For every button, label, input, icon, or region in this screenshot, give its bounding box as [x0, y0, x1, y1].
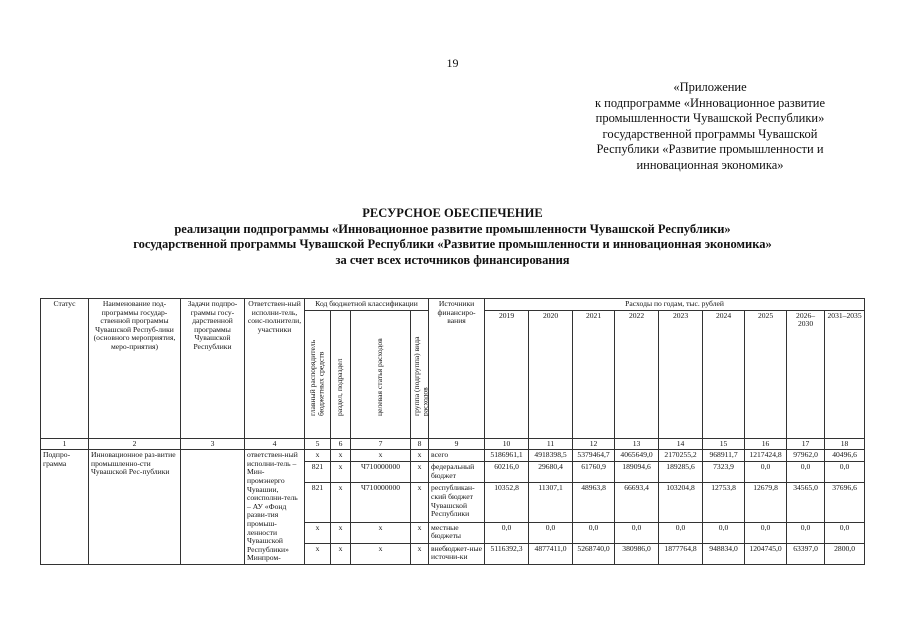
appendix-line: промышленности Чувашской Республики» — [595, 111, 825, 125]
appendix-line: Республики «Развитие промышленности и — [596, 142, 824, 156]
value-cell: 0,0 — [485, 522, 529, 543]
value-cell: 4877411,0 — [529, 543, 573, 564]
value-cell: 0,0 — [745, 462, 787, 483]
heading-title: РЕСУРСНОЕ ОБЕСПЕЧЕНИЕ — [362, 206, 543, 220]
header-year: 2031–2035 — [825, 310, 865, 438]
header-code-cell — [305, 310, 331, 438]
column-number: 16 — [745, 438, 787, 450]
header-row — [41, 299, 865, 311]
value-cell: 11307,1 — [529, 483, 573, 522]
value-cell: 4918398,5 — [529, 450, 573, 462]
header-executor: Ответствен-ный исполни-тель, соис-полнители, участники — [245, 299, 305, 439]
column-number: 8 — [411, 438, 429, 450]
appendix-block — [560, 80, 860, 173]
code-section: x — [331, 522, 351, 543]
value-cell: 4065649,0 — [615, 450, 659, 462]
code-grbs: x — [305, 522, 331, 543]
value-cell: 7323,9 — [703, 462, 745, 483]
code-grbs: x — [305, 543, 331, 564]
value-cell: 0,0 — [825, 522, 865, 543]
column-number: 15 — [703, 438, 745, 450]
value-cell: 0,0 — [703, 522, 745, 543]
header-year: 2021 — [573, 310, 615, 438]
column-number: 5 — [305, 438, 331, 450]
code-section: x — [331, 543, 351, 564]
heading-line: реализации подпрограммы «Инновационное развитие промышленности Чувашской Республики» — [174, 221, 731, 236]
source-cell: местные бюджеты — [429, 522, 485, 543]
value-cell: 63397,0 — [787, 543, 825, 564]
code-group: x — [411, 450, 429, 462]
value-cell: 37696,6 — [825, 483, 865, 522]
value-cell: 968911,7 — [703, 450, 745, 462]
column-number: 7 — [351, 438, 411, 450]
value-cell: 2800,0 — [825, 543, 865, 564]
header-code-cell — [351, 310, 411, 438]
value-cell: 0,0 — [573, 522, 615, 543]
column-number: 13 — [615, 438, 659, 450]
value-cell: 66693,4 — [615, 483, 659, 522]
value-cell: 0,0 — [787, 462, 825, 483]
value-cell: 34565,0 — [787, 483, 825, 522]
appendix-line: государственной программы Чувашской — [602, 126, 818, 141]
value-cell: 380986,0 — [615, 543, 659, 564]
value-cell: 1877764,8 — [659, 543, 703, 564]
code-section: x — [331, 450, 351, 462]
value-cell: 0,0 — [529, 522, 573, 543]
header-expenses: Расходы по годам, тыс. рублей — [485, 299, 865, 311]
header-year: 2025 — [745, 310, 787, 438]
value-cell: 12753,8 — [703, 483, 745, 522]
value-cell: 5268740,0 — [573, 543, 615, 564]
header-code-article: целевая статья расходов — [375, 337, 385, 416]
value-cell: 40496,6 — [825, 450, 865, 462]
resource-table — [40, 298, 865, 565]
source-cell: внебюджет-ные источни-ки — [429, 543, 485, 564]
code-group: x — [411, 462, 429, 483]
heading-line: государственной программы Чувашской Республики «Развитие промышленности и инновационная экономика» — [133, 237, 772, 251]
value-cell: 5186961,1 — [485, 450, 529, 462]
code-article: Ч710000000 — [351, 483, 411, 522]
status-cell: Подпро-грамма — [41, 450, 89, 565]
table-row — [41, 450, 865, 462]
column-number: 14 — [659, 438, 703, 450]
code-group: x — [411, 543, 429, 564]
value-cell: 189285,6 — [659, 462, 703, 483]
header-year: 2024 — [703, 310, 745, 438]
header-code-grbs: главный распорядитель бюджетных средств — [307, 339, 326, 416]
code-grbs: 821 — [305, 483, 331, 522]
header-year: 2023 — [659, 310, 703, 438]
code-group: x — [411, 483, 429, 522]
column-number: 4 — [245, 438, 305, 450]
code-article: Ч710000000 — [351, 462, 411, 483]
header-code-cell — [411, 310, 429, 438]
value-cell: 61760,9 — [573, 462, 615, 483]
value-cell: 0,0 — [615, 522, 659, 543]
value-cell: 0,0 — [659, 522, 703, 543]
value-cell: 5116392,3 — [485, 543, 529, 564]
header-name: Наименование под-программы государ-ственной программы Чувашской Респуб-лики (основного мероприятия, меро-приятия) — [89, 299, 181, 439]
header-year: 2026–2030 — [787, 310, 825, 438]
column-number: 3 — [181, 438, 245, 450]
code-group: x — [411, 522, 429, 543]
header-code-cell — [331, 310, 351, 438]
code-article: x — [351, 522, 411, 543]
appendix-line: к подпрограмме «Инновационное развитие — [594, 95, 826, 110]
value-cell: 10352,8 — [485, 483, 529, 522]
value-cell: 0,0 — [787, 522, 825, 543]
value-cell: 1204745,0 — [745, 543, 787, 564]
value-cell: 60216,0 — [485, 462, 529, 483]
header-year: 2019 — [485, 310, 529, 438]
code-grbs: 821 — [305, 462, 331, 483]
name-cell: Инновационное раз-витие промышленно-сти Чувашской Рес-публики — [89, 450, 181, 565]
source-cell: республикан-ский бюджет Чувашской Республики — [429, 483, 485, 522]
code-section: x — [331, 483, 351, 522]
header-sources: Источники финансиро-вания — [429, 299, 485, 439]
header-code-group: Код бюджетной классификации — [305, 299, 429, 311]
header-tasks: Задачи подпро-граммы госу-дарственной программы Чувашской Республики — [181, 299, 245, 439]
source-cell: федеральный бюджет — [429, 462, 485, 483]
value-cell: 0,0 — [825, 462, 865, 483]
header-code-section: раздел, подраздел — [335, 358, 345, 416]
value-cell: 1217424,8 — [745, 450, 787, 462]
column-number: 11 — [529, 438, 573, 450]
code-article: x — [351, 543, 411, 564]
value-cell: 48963,8 — [573, 483, 615, 522]
appendix-line: инновационная экономика» — [636, 157, 784, 172]
heading-line: за счет всех источников финансирования — [335, 252, 570, 267]
header-year: 2022 — [615, 310, 659, 438]
column-number: 18 — [825, 438, 865, 450]
value-cell: 0,0 — [745, 522, 787, 543]
value-cell: 5379464,7 — [573, 450, 615, 462]
column-number-row — [41, 438, 865, 450]
value-cell: 948834,0 — [703, 543, 745, 564]
tasks-cell — [181, 450, 245, 565]
executor-cell: ответствен-ный исполни-тель – Мин-промэнерго Чувашии, соисполни-тель – АУ «Фонд разви-тия промыш-ленности Чувашской Республики» Минпром- — [245, 450, 305, 565]
source-cell: всего — [429, 450, 485, 462]
column-number: 10 — [485, 438, 529, 450]
column-number: 12 — [573, 438, 615, 450]
page-number: 19 — [446, 56, 459, 70]
appendix-line: «Приложение — [673, 80, 747, 94]
value-cell: 2170255,2 — [659, 450, 703, 462]
column-number: 1 — [41, 438, 89, 450]
header-code-group: группа (подгруппа) вида расходов — [412, 336, 430, 416]
value-cell: 29680,4 — [529, 462, 573, 483]
column-number: 2 — [89, 438, 181, 450]
header-status: Статус — [41, 299, 89, 439]
value-cell: 12679,8 — [745, 483, 787, 522]
column-number: 17 — [787, 438, 825, 450]
code-article: x — [351, 450, 411, 462]
code-section: x — [331, 462, 351, 483]
column-number: 9 — [429, 438, 485, 450]
document-heading — [0, 206, 905, 268]
code-grbs: x — [305, 450, 331, 462]
column-number: 6 — [331, 438, 351, 450]
header-year: 2020 — [529, 310, 573, 438]
value-cell: 97962,0 — [787, 450, 825, 462]
value-cell: 189094,6 — [615, 462, 659, 483]
value-cell: 103204,8 — [659, 483, 703, 522]
